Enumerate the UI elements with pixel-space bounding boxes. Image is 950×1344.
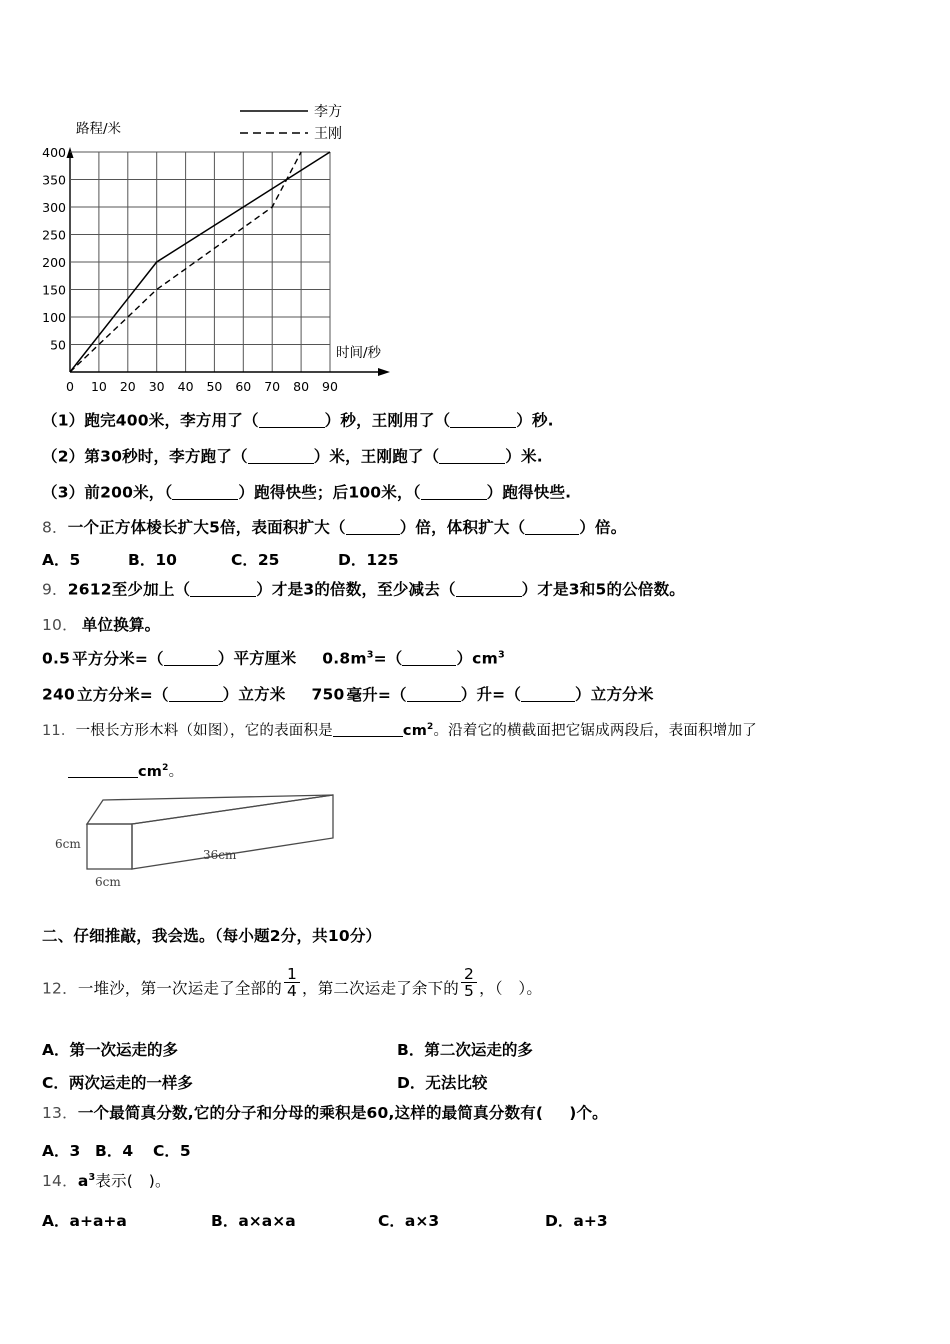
q7-sub2-blank-2[interactable] (439, 448, 505, 464)
section2-n2: 10 (327, 927, 350, 945)
q11-sup2: 2 (162, 762, 169, 773)
q7-sub3 (42, 484, 571, 502)
q10-l2-t2: ）立方米 (222, 685, 286, 704)
y-tick-7: 50 (50, 337, 66, 353)
q14-option-d[interactable]: D．a+3 (545, 1212, 608, 1230)
q7-sub2-blank-1[interactable] (248, 448, 314, 464)
q9-t5: 和 (579, 580, 596, 599)
chart-svg (40, 95, 460, 395)
q10-blank-5[interactable] (521, 686, 575, 702)
q12-frac1-numerator: 1 (284, 966, 300, 983)
section2-heading (42, 928, 381, 945)
q11-t2: cm (402, 722, 428, 739)
q14-sup1: 3 (88, 1171, 96, 1183)
q7-sub3-n1: 200 (100, 483, 134, 502)
q7-sub3-t3: ）跑得快些；后 (238, 483, 349, 502)
q7-sub1-t4: ）秒. (516, 411, 554, 430)
q12-frac2-numerator: 2 (461, 966, 477, 983)
q9-n2: 3 (303, 580, 315, 599)
q11-stem-line2 (68, 763, 183, 781)
q7-sub3-t5: ）跑得快些. (486, 483, 572, 502)
q13-t2: ,这样的最简真分数有( (388, 1104, 544, 1122)
q14-option-b[interactable]: B．a×a×a (211, 1212, 296, 1230)
q12-stem (42, 965, 543, 1004)
q9-n3: 3 (568, 580, 580, 599)
section2-t2: 分，共 (280, 927, 328, 945)
q7-sub1-blank-1[interactable] (259, 412, 325, 428)
q12-frac1-denominator: 4 (286, 982, 297, 1001)
q10-l2-t4: ）升=（ (460, 685, 522, 704)
q10-l1-t3: 0.8m (322, 649, 367, 668)
q7-sub2-n1: 30 (100, 447, 123, 466)
x-tick-labels (66, 379, 338, 394)
q7-sub3-t4: 米，（ (381, 483, 421, 502)
prism-height-label: 6cm (55, 837, 81, 851)
q11-blank-2[interactable] (68, 763, 138, 778)
q7-sub3-n2: 100 (348, 483, 382, 502)
q10-l1-n1: 0.5 (42, 649, 71, 668)
q7-sub1-t3: ）秒，王刚用了（ (324, 411, 451, 430)
q12-t3: ，（ ）。 (479, 979, 543, 998)
q11-blank-1[interactable] (333, 722, 403, 737)
y-axis-label: 路程/米 (76, 121, 122, 137)
q12-frac2-denominator: 5 (464, 982, 475, 1001)
x-tick-5: 60 (235, 379, 252, 394)
q10-line2 (42, 686, 654, 704)
q7-sub2-t2: 秒时，李方跑了（ (122, 447, 248, 466)
prism-front-face (87, 824, 132, 869)
q12-t2: ，第二次运走了余下的 (302, 979, 460, 998)
q7-sub1-blank-2[interactable] (450, 412, 516, 428)
q7-sub3-blank-2[interactable] (421, 484, 487, 500)
q10-l1-t5: ）cm (456, 649, 498, 668)
q7-sub1-n1: 400 (115, 411, 149, 430)
section2-n1: 2 (269, 927, 281, 945)
q8-option-b[interactable]: B．10 (128, 551, 177, 569)
q9-number: 9． (42, 580, 68, 599)
q10-blank-4[interactable] (407, 686, 461, 702)
q8-t2: 倍，表面积扩大（ (220, 518, 346, 537)
q7-sub2 (42, 448, 543, 466)
q8-t1: 一个正方体棱长扩大 (67, 518, 210, 537)
prism-width-label: 6cm (95, 875, 121, 889)
q11-sup1: 2 (427, 721, 434, 732)
q9-t3: 的倍数，至少减去（ (314, 580, 456, 599)
q8-number: 8． (42, 518, 68, 537)
q12-option-c[interactable]: C．两次运走的一样多 (42, 1074, 193, 1092)
q10-l2-t5: ）立方分米 (575, 685, 654, 704)
q13-option-b[interactable]: B．4 (95, 1142, 134, 1160)
y-tick-3: 250 (42, 227, 66, 243)
chart-gridlines (70, 152, 330, 372)
q13-number: 13． (42, 1104, 78, 1122)
x-tick-2: 30 (148, 379, 165, 394)
y-tick-labels (42, 145, 66, 353)
q10-l1-sup2: 3 (497, 649, 505, 661)
q14-number: 14． (42, 1172, 78, 1190)
q14-option-c[interactable]: C．a×3 (378, 1212, 440, 1230)
q10-l1-t4: =（ (373, 649, 403, 668)
x-tick-1: 20 (119, 379, 136, 394)
q10-blank-2[interactable] (402, 650, 456, 666)
prism-length-label: 36cm (203, 848, 237, 862)
q9-t2: ）才是 (256, 580, 304, 599)
y-tick-2: 300 (42, 200, 66, 215)
q13-stem (42, 1105, 608, 1122)
q10-l2-n2: 750 (311, 685, 345, 704)
section2-t3: 分） (349, 927, 382, 945)
q10-line1 (42, 650, 505, 668)
q8-option-d[interactable]: D．125 (338, 551, 399, 569)
q11-t5: 。 (168, 763, 184, 780)
q7-sub3-blank-1[interactable] (172, 484, 238, 500)
q12-fraction-1 (284, 966, 300, 1000)
q7-sub2-t3: ）米，王刚跑了（ (313, 447, 440, 466)
y-tick-1: 350 (42, 172, 66, 188)
q8-option-c[interactable]: C．25 (231, 551, 280, 569)
q13-n1: 60 (366, 1104, 389, 1122)
q8-options (42, 548, 399, 570)
y-tick-0: 400 (42, 145, 66, 160)
q9-n1: 2612 (67, 580, 112, 599)
q14-t1: a (77, 1172, 89, 1190)
x-axis-label: 时间/秒 (336, 345, 382, 361)
q12-fraction-2 (461, 966, 477, 1000)
q13-t1: 一个最简真分数,它的分子和分母的乘积是 (77, 1104, 367, 1122)
q11-number: 11． (42, 722, 76, 739)
y-tick-6: 100 (42, 310, 66, 325)
q12-option-a[interactable]: A．第一次运走的多 (42, 1041, 178, 1059)
q9-t6: 的公倍数。 (606, 580, 685, 599)
q11-t1: 一根长方形木料（如图），它的表面积是 (75, 722, 333, 739)
q13-option-c[interactable]: C．5 (153, 1142, 191, 1160)
q8-n1: 5 (209, 518, 221, 537)
q12-options-row1 (42, 1038, 533, 1060)
x-tick-origin: 0 (66, 379, 74, 394)
q7-sub3-t1: （3）前 (42, 483, 101, 502)
q10-l1-sup1: 3 (366, 649, 374, 661)
legend-label-1: 王刚 (314, 126, 342, 142)
distance-time-chart (40, 95, 460, 395)
x-tick-8: 90 (322, 379, 338, 394)
q9-t1: 至少加上（ (111, 580, 191, 599)
prism-top-face (87, 795, 333, 824)
q10-l2-t3: 毫升=（ (346, 685, 407, 704)
q9-t4: ）才是 (521, 580, 569, 599)
q7-sub2-t1: （2）第 (42, 447, 101, 466)
q7-sub1 (42, 412, 554, 430)
prism-diagram (55, 793, 395, 908)
q12-option-b[interactable]: B．第二次运走的多 (397, 1041, 533, 1059)
legend-label-0: 李方 (314, 104, 342, 120)
q9-blank-1[interactable] (190, 581, 256, 597)
q7-sub2-t4: ）米. (505, 447, 543, 466)
section2-t1: 二、仔细推敲，我会选。（每小题 (42, 927, 270, 945)
q8-option-a[interactable]: A．5 (42, 551, 81, 569)
q14-option-a[interactable]: A．a+a+a (42, 1212, 127, 1230)
q8-t3: ）倍，体积扩大（ (399, 518, 526, 537)
q9-blank-2[interactable] (456, 581, 522, 597)
q11-t4: cm (138, 763, 163, 780)
q12-option-d[interactable]: D．无法比较 (397, 1074, 488, 1092)
q9-stem (42, 581, 685, 599)
x-tick-0: 10 (90, 379, 107, 394)
q10-stem (42, 617, 160, 634)
q12-options-row2 (42, 1071, 487, 1093)
y-tick-5: 150 (42, 282, 66, 298)
q12-t1: 一堆沙，第一次运走了全部的 (77, 979, 282, 998)
q9-n4: 5 (595, 580, 607, 599)
x-tick-6: 70 (264, 379, 281, 394)
q10-l2-t1: 立方分米=（ (76, 685, 169, 704)
q8-stem (42, 519, 626, 537)
q10-l2-n1: 240 (42, 685, 75, 704)
q11-stem-line1 (42, 722, 757, 740)
x-axis-arrow (378, 368, 390, 376)
q10-l1-t1: 平方分米=（ (72, 649, 164, 668)
q8-blank-1[interactable] (346, 519, 400, 535)
q10-blank-3[interactable] (169, 686, 223, 702)
q7-sub3-t2: 米，（ (133, 483, 173, 502)
x-tick-7: 80 (293, 379, 310, 394)
q10-l1-t2: ）平方厘米 (217, 649, 297, 668)
q11-t3: 。沿着它的横截面把它锯成两段后，表面积增加了 (433, 722, 757, 739)
q7-sub1-t1: （1）跑完 (42, 411, 116, 430)
q8-t4: ）倍。 (579, 518, 627, 537)
q12-number: 12． (42, 979, 78, 998)
chart-legend (240, 103, 342, 142)
q14-stem (42, 1173, 171, 1190)
q10-blank-1[interactable] (164, 650, 218, 666)
q14-options (42, 1209, 608, 1231)
q13-options (42, 1139, 191, 1161)
q10-title: 单位换算。 (81, 616, 161, 634)
q14-t2: 表示( )。 (95, 1172, 171, 1190)
x-tick-3: 40 (177, 379, 194, 394)
q13-option-a[interactable]: A．3 (42, 1142, 81, 1160)
y-tick-4: 200 (42, 255, 66, 270)
q7-sub1-t2: 米，李方用了（ (148, 411, 259, 430)
q13-t3: )个。 (569, 1104, 608, 1122)
x-tick-4: 50 (206, 379, 223, 394)
q10-number: 10． (42, 616, 78, 634)
q8-blank-2[interactable] (525, 519, 579, 535)
